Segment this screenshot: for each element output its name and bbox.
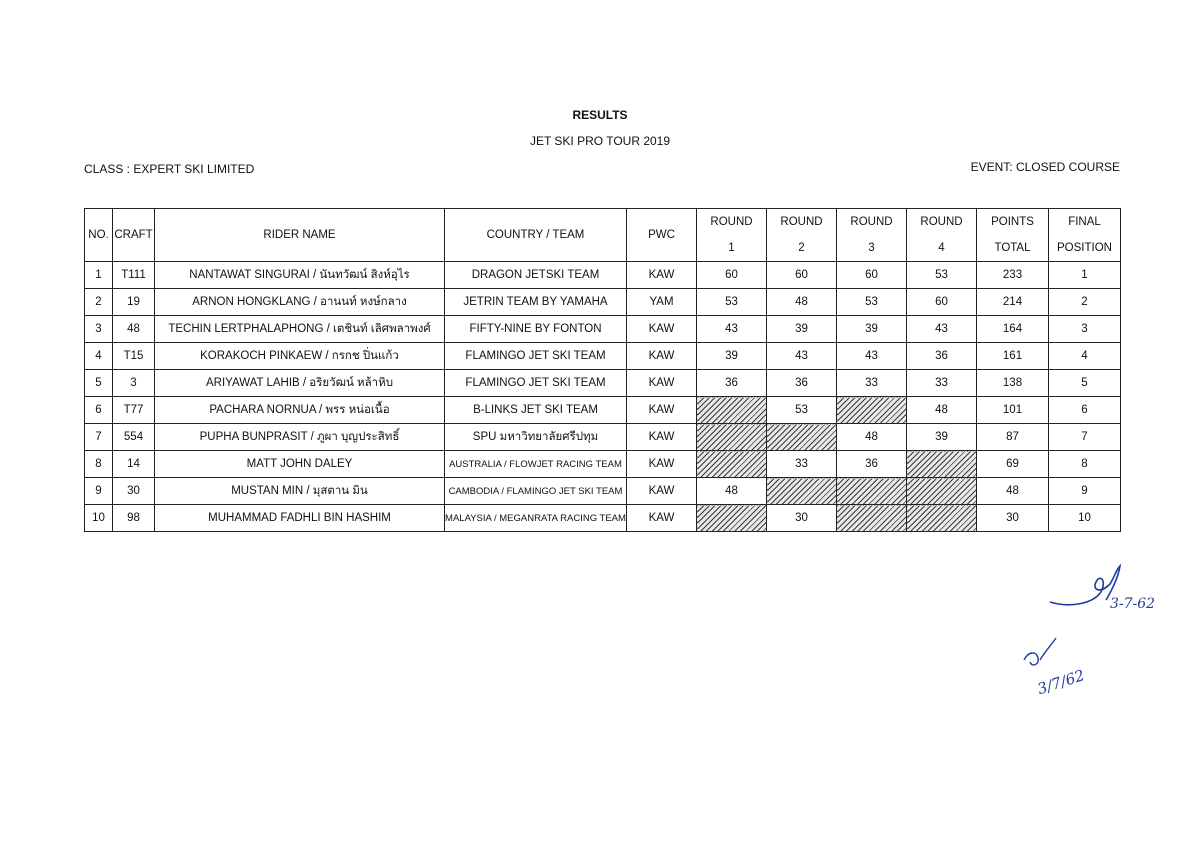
cell-craft: 48: [113, 316, 155, 343]
cell-round-4: 48: [907, 397, 977, 424]
cell-pwc: KAW: [627, 370, 697, 397]
cell-pwc: KAW: [627, 262, 697, 289]
signature-2-date: 3/7/62: [1035, 666, 1087, 699]
cell-round-3: 39: [837, 316, 907, 343]
cell-points-total: 69: [977, 451, 1049, 478]
cell-craft: T15: [113, 343, 155, 370]
cell-rider-name: NANTAWAT SINGURAI / นันทวัฒน์ สิงห์อุไร: [155, 262, 445, 289]
cell-no: 4: [85, 343, 113, 370]
table-row: [85, 316, 1121, 343]
cell-final-position: 6: [1049, 397, 1121, 424]
cell-rider-name: MUSTAN MIN / มุสตาน มิน: [155, 478, 445, 505]
table-header-row: [85, 209, 1121, 262]
cell-country-team: MALAYSIA / MEGANRATA RACING TEAM: [445, 505, 627, 532]
cell-round-2: 53: [767, 397, 837, 424]
event-label: EVENT: CLOSED COURSE: [970, 160, 1120, 174]
cell-round-4: 39: [907, 424, 977, 451]
cell-round-2: 36: [767, 370, 837, 397]
table-row: [85, 451, 1121, 478]
cell-rider-name: ARIYAWAT LAHIB / อริยวัฒน์ หล้าหิบ: [155, 370, 445, 397]
cell-no: 2: [85, 289, 113, 316]
cell-pwc: KAW: [627, 478, 697, 505]
cell-craft: 98: [113, 505, 155, 532]
cell-final-position: 1: [1049, 262, 1121, 289]
col-header-points-total: POINTS TOTAL: [977, 209, 1049, 262]
cell-rider-name: ARNON HONGKLANG / อานนท์ หงษ์กลาง: [155, 289, 445, 316]
cell-points-total: 214: [977, 289, 1049, 316]
col-header-rider: RIDER NAME: [155, 209, 445, 262]
cell-round-2: 33: [767, 451, 837, 478]
cell-country-team: FIFTY-NINE BY FONTON: [445, 316, 627, 343]
cell-round-2: [767, 424, 837, 451]
cell-round-1: 43: [697, 316, 767, 343]
cell-no: 9: [85, 478, 113, 505]
cell-craft: T77: [113, 397, 155, 424]
cell-round-3: [837, 397, 907, 424]
cell-final-position: 4: [1049, 343, 1121, 370]
cell-rider-name: KORAKOCH PINKAEW / กรกช ปิ่นแก้ว: [155, 343, 445, 370]
signature-1: [1040, 560, 1170, 620]
cell-round-1: 48: [697, 478, 767, 505]
cell-round-3: [837, 478, 907, 505]
cell-round-3: [837, 505, 907, 532]
cell-round-3: 53: [837, 289, 907, 316]
cell-round-1: [697, 505, 767, 532]
cell-no: 5: [85, 370, 113, 397]
signature-2: [1018, 630, 1108, 700]
cell-craft: 19: [113, 289, 155, 316]
cell-round-4: [907, 478, 977, 505]
col-header-no: NO.: [85, 209, 113, 262]
cell-round-1: 60: [697, 262, 767, 289]
cell-round-1: 39: [697, 343, 767, 370]
cell-round-2: 48: [767, 289, 837, 316]
cell-round-1: [697, 397, 767, 424]
cell-round-3: 36: [837, 451, 907, 478]
cell-round-1: 53: [697, 289, 767, 316]
cell-final-position: 8: [1049, 451, 1121, 478]
class-label: CLASS : EXPERT SKI LIMITED: [84, 162, 255, 176]
col-header-team: COUNTRY / TEAM: [445, 209, 627, 262]
cell-round-3: 60: [837, 262, 907, 289]
cell-craft: T111: [113, 262, 155, 289]
cell-round-3: 33: [837, 370, 907, 397]
cell-round-4: 33: [907, 370, 977, 397]
table-row: [85, 397, 1121, 424]
cell-rider-name: MUHAMMAD FADHLI BIN HASHIM: [155, 505, 445, 532]
cell-no: 7: [85, 424, 113, 451]
table-row: [85, 478, 1121, 505]
cell-pwc: KAW: [627, 343, 697, 370]
cell-country-team: FLAMINGO JET SKI TEAM: [445, 370, 627, 397]
cell-round-4: 53: [907, 262, 977, 289]
cell-rider-name: PUPHA BUNPRASIT / ภูผา บุญประสิทธิ์: [155, 424, 445, 451]
col-header-final-position: FINAL POSITION: [1049, 209, 1121, 262]
cell-points-total: 87: [977, 424, 1049, 451]
cell-round-4: [907, 505, 977, 532]
cell-points-total: 48: [977, 478, 1049, 505]
cell-points-total: 30: [977, 505, 1049, 532]
results-body: [85, 262, 1121, 532]
cell-round-1: 36: [697, 370, 767, 397]
cell-round-4: 36: [907, 343, 977, 370]
cell-final-position: 7: [1049, 424, 1121, 451]
cell-round-4: 60: [907, 289, 977, 316]
cell-round-2: 30: [767, 505, 837, 532]
cell-country-team: AUSTRALIA / FLOWJET RACING TEAM: [445, 451, 627, 478]
cell-round-1: [697, 451, 767, 478]
cell-points-total: 138: [977, 370, 1049, 397]
cell-points-total: 161: [977, 343, 1049, 370]
cell-craft: 30: [113, 478, 155, 505]
cell-round-2: 39: [767, 316, 837, 343]
cell-final-position: 3: [1049, 316, 1121, 343]
cell-round-4: [907, 451, 977, 478]
cell-points-total: 101: [977, 397, 1049, 424]
col-header-round-3: ROUND 3: [837, 209, 907, 262]
cell-country-team: CAMBODIA / FLAMINGO JET SKI TEAM: [445, 478, 627, 505]
col-header-round-1: ROUND 1: [697, 209, 767, 262]
col-header-round-4: ROUND 4: [907, 209, 977, 262]
cell-craft: 554: [113, 424, 155, 451]
signature-1-date: 3-7-62: [1110, 596, 1156, 612]
cell-pwc: KAW: [627, 424, 697, 451]
cell-points-total: 233: [977, 262, 1049, 289]
table-row: [85, 505, 1121, 532]
cell-round-1: [697, 424, 767, 451]
cell-country-team: DRAGON JETSKI TEAM: [445, 262, 627, 289]
document-subtitle: JET SKI PRO TOUR 2019: [529, 134, 671, 148]
table-row: [85, 370, 1121, 397]
cell-country-team: FLAMINGO JET SKI TEAM: [445, 343, 627, 370]
cell-no: 3: [85, 316, 113, 343]
cell-pwc: KAW: [627, 505, 697, 532]
cell-final-position: 10: [1049, 505, 1121, 532]
col-header-craft: CRAFT: [113, 209, 155, 262]
cell-country-team: B-LINKS JET SKI TEAM: [445, 397, 627, 424]
cell-no: 1: [85, 262, 113, 289]
cell-round-2: [767, 478, 837, 505]
cell-points-total: 164: [977, 316, 1049, 343]
cell-no: 8: [85, 451, 113, 478]
document-title: RESULTS: [572, 108, 628, 122]
cell-pwc: YAM: [627, 289, 697, 316]
cell-rider-name: PACHARA NORNUA / พรร หน่อเนื้อ: [155, 397, 445, 424]
cell-round-2: 43: [767, 343, 837, 370]
table-row: [85, 289, 1121, 316]
cell-country-team: JETRIN TEAM BY YAMAHA: [445, 289, 627, 316]
cell-round-2: 60: [767, 262, 837, 289]
table-row: [85, 262, 1121, 289]
cell-final-position: 9: [1049, 478, 1121, 505]
cell-craft: 14: [113, 451, 155, 478]
cell-rider-name: MATT JOHN DALEY: [155, 451, 445, 478]
results-table: [84, 208, 1121, 532]
table-row: [85, 424, 1121, 451]
cell-round-3: 43: [837, 343, 907, 370]
cell-round-3: 48: [837, 424, 907, 451]
cell-round-4: 43: [907, 316, 977, 343]
cell-country-team: SPU มหาวิทยาลัยศรีปทุม: [445, 424, 627, 451]
cell-final-position: 2: [1049, 289, 1121, 316]
cell-final-position: 5: [1049, 370, 1121, 397]
cell-rider-name: TECHIN LERTPHALAPHONG / เตชินท์ เลิศพลาพงศ์: [155, 316, 445, 343]
cell-craft: 3: [113, 370, 155, 397]
col-header-round-2: ROUND 2: [767, 209, 837, 262]
cell-no: 10: [85, 505, 113, 532]
col-header-pwc: PWC: [627, 209, 697, 262]
cell-pwc: KAW: [627, 316, 697, 343]
cell-pwc: KAW: [627, 397, 697, 424]
cell-no: 6: [85, 397, 113, 424]
table-row: [85, 343, 1121, 370]
cell-pwc: KAW: [627, 451, 697, 478]
